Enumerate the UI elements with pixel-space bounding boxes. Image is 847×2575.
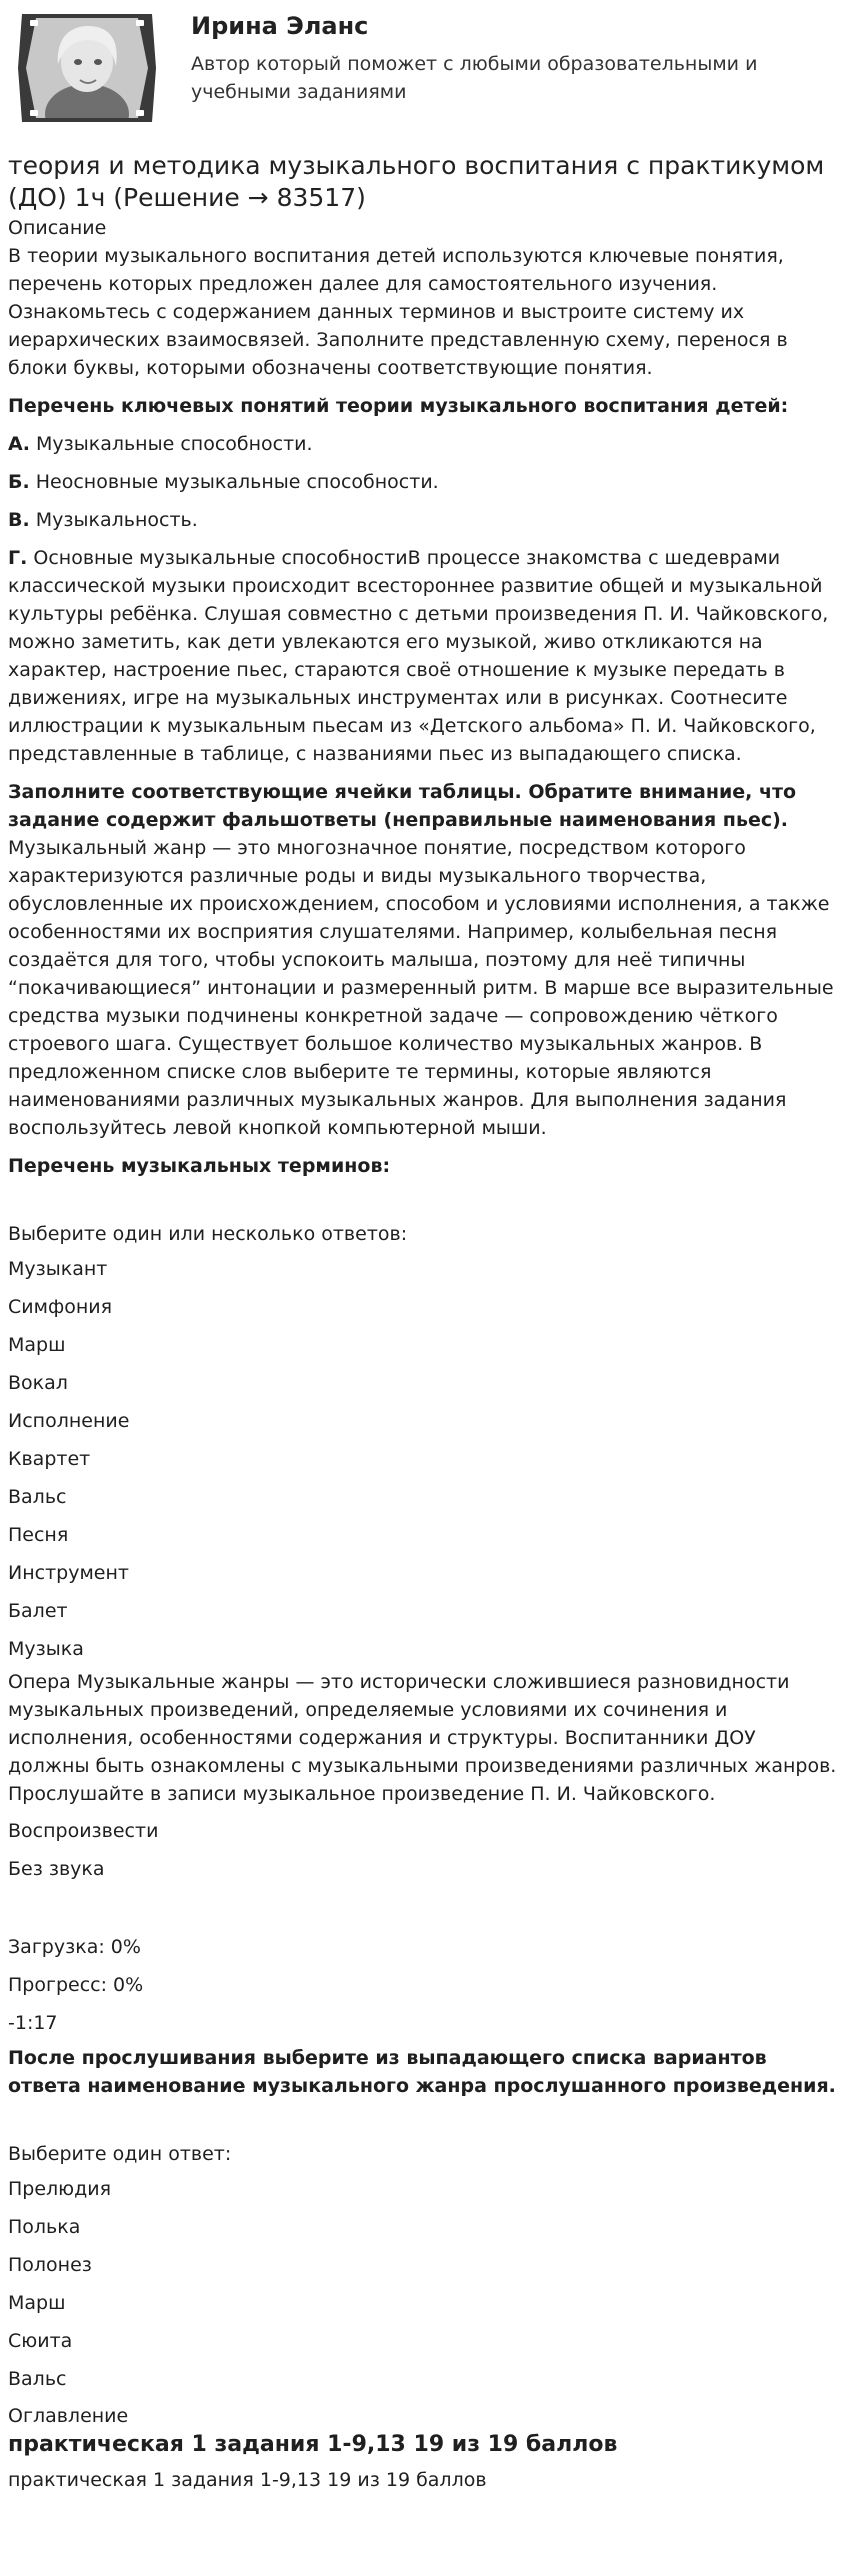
answer-option-waltz[interactable]: Вальс <box>8 1486 67 1508</box>
section-sub[interactable]: практическая 1 задания 1-9,13 19 из 19 баллов <box>8 2469 487 2491</box>
answer-option-song[interactable]: Песня <box>8 1524 69 1546</box>
answer-option-march[interactable]: Марш <box>8 1334 66 1356</box>
author-avatar[interactable] <box>16 4 158 132</box>
intro-text: В теории музыкального воспитания детей используются ключевые понятия, перечень которых предложен далее для самостоятельного изучения. Ознакомьтесь с содержанием данных терминов и выстроите систему их иерархических взаимосвязей. Заполните представленную схему, перенося в блоки буквы, которыми обозначены соответствующие понятия. <box>8 245 788 379</box>
listen-heading: После прослушивания выберите из выпадающего списка вариантов ответа наименование музыкального жанра прослушанного произведения. <box>8 2047 836 2097</box>
spacer <box>8 1180 839 1220</box>
concept-letter: Б. <box>8 471 30 493</box>
play-button[interactable]: Воспроизвести <box>8 1820 159 1842</box>
table-notice: Заполните соответствующие ячейки таблицы. Обратите внимание, что задание содержит фальшответы (неправильные наименования пьес). <box>8 781 797 831</box>
progress-status: Прогресс: 0% <box>8 1974 144 1996</box>
answer-option-suite[interactable]: Сюита <box>8 2330 73 2352</box>
answer-option-music[interactable]: Музыка <box>8 1638 84 1660</box>
contents-label: Оглавление <box>8 2405 129 2427</box>
concept-letter: В. <box>8 509 30 531</box>
section-heading[interactable]: практическая 1 задания 1-9,13 19 из 19 баллов <box>8 2432 618 2457</box>
opera-text: Опера Музыкальные жанры — это исторически сложившиеся разновидности музыкальных произведений, определяемые условиями их сочинения и исполнения, особенностями содержания и структуры. Воспитанники ДОУ должны быть ознакомлены с музыкальными произведениями различных жанров. Прослушайте в записи музыкальное произведение П. И. Чайковского. <box>8 1671 837 1805</box>
answer-option-quartet[interactable]: Квартет <box>8 1448 91 1470</box>
answer-option-ballet[interactable]: Балет <box>8 1600 68 1622</box>
answer-option-polka[interactable]: Полька <box>8 2216 81 2238</box>
answer-option-musician[interactable]: Музыкант <box>8 1258 108 1280</box>
spacer <box>8 2100 839 2140</box>
description-label: Описание <box>8 217 107 239</box>
author-card <box>8 0 839 144</box>
concepts-list <box>8 430 839 768</box>
answer-option-performance[interactable]: Исполнение <box>8 1410 130 1432</box>
answer-option-prelude[interactable]: Прелюдия <box>8 2178 112 2200</box>
concept-item <box>8 468 839 496</box>
answer-option-instrument[interactable]: Инструмент <box>8 1562 129 1584</box>
concept-text: Музыкальность. <box>29 509 198 531</box>
author-description: Автор который поможет с любыми образовательными и учебными заданиями <box>191 53 758 103</box>
genre-text: Музыкальный жанр — это многозначное понятие, посредством которого характеризуются различные роды и виды музыкального творчества, обусловленные их происхождением, способом и условиями исполнения, а также особенностями их восприятия слушателями. Например, колыбельная песня создаётся для того, чтобы успокоить малыша, поэтому для неё типичны “покачивающиеся” интонации и размеренный ритм. В марше все выразительные средства музыки подчинены конкретной задаче — сопровождению чёткого строевого шага. Существует большое количество музыкальных жанров. В предложенном списке слов выберите те термины, которые являются наименованиями различных музыкальных жанров. Для выполнения задания воспользуйтесь левой кнопкой компьютерной мыши. <box>8 837 834 1139</box>
single-answer-prompt: Выберите один ответ: <box>8 2143 232 2165</box>
answer-option-march-genre[interactable]: Марш <box>8 2292 66 2314</box>
spacer <box>8 1888 839 1928</box>
answer-option-waltz-genre[interactable]: Вальс <box>8 2368 67 2390</box>
concept-item <box>8 544 839 768</box>
concept-letter: Г. <box>8 547 28 569</box>
answer-option-symphony[interactable]: Симфония <box>8 1296 113 1318</box>
terms-heading: Перечень музыкальных терминов: <box>8 1155 391 1177</box>
mute-button[interactable]: Без звука <box>8 1858 105 1880</box>
concepts-heading: Перечень ключевых понятий теории музыкального воспитания детей: <box>8 395 789 417</box>
concept-letter: А. <box>8 433 30 455</box>
terms-options <box>8 1250 839 1668</box>
concept-text: Основные музыкальные способностиВ процессе знакомства с шедеврами классической музыки происходит всестороннее развитие общей и музыкальной культуры ребёнка. Слушая совместно с детьми произведения П. И. Чайковского, можно заметить, как дети увлекаются его музыкой, живо откликаются на характер, настроение пьес, стараются своё отношение к музыке передать в движениях, игре на музыкальных инструментах или в рисунках. Соотнесите иллюстрации к музыкальным пьесам из «Детского альбома» П. И. Чайковского, представленные в таблице, с названиями пьес из выпадающего списка. <box>8 547 829 765</box>
audio-player <box>8 1812 839 2042</box>
genre-options <box>8 2170 839 2398</box>
multi-answer-prompt: Выберите один или несколько ответов: <box>8 1223 408 1245</box>
answer-option-vocal[interactable]: Вокал <box>8 1372 68 1394</box>
concept-item <box>8 430 839 458</box>
concept-text: Музыкальные способности. <box>29 433 313 455</box>
page-title: теория и методика музыкального воспитания с практикумом (ДО) 1ч (Решение → 83517) <box>8 151 825 212</box>
answer-option-polonaise[interactable]: Полонез <box>8 2254 92 2276</box>
time-remaining: -1:17 <box>8 2012 58 2034</box>
concept-item <box>8 506 839 534</box>
loading-status: Загрузка: 0% <box>8 1936 141 1958</box>
concept-text: Неосновные музыкальные способности. <box>29 471 439 493</box>
author-name[interactable]: Ирина Эланс <box>191 12 369 40</box>
